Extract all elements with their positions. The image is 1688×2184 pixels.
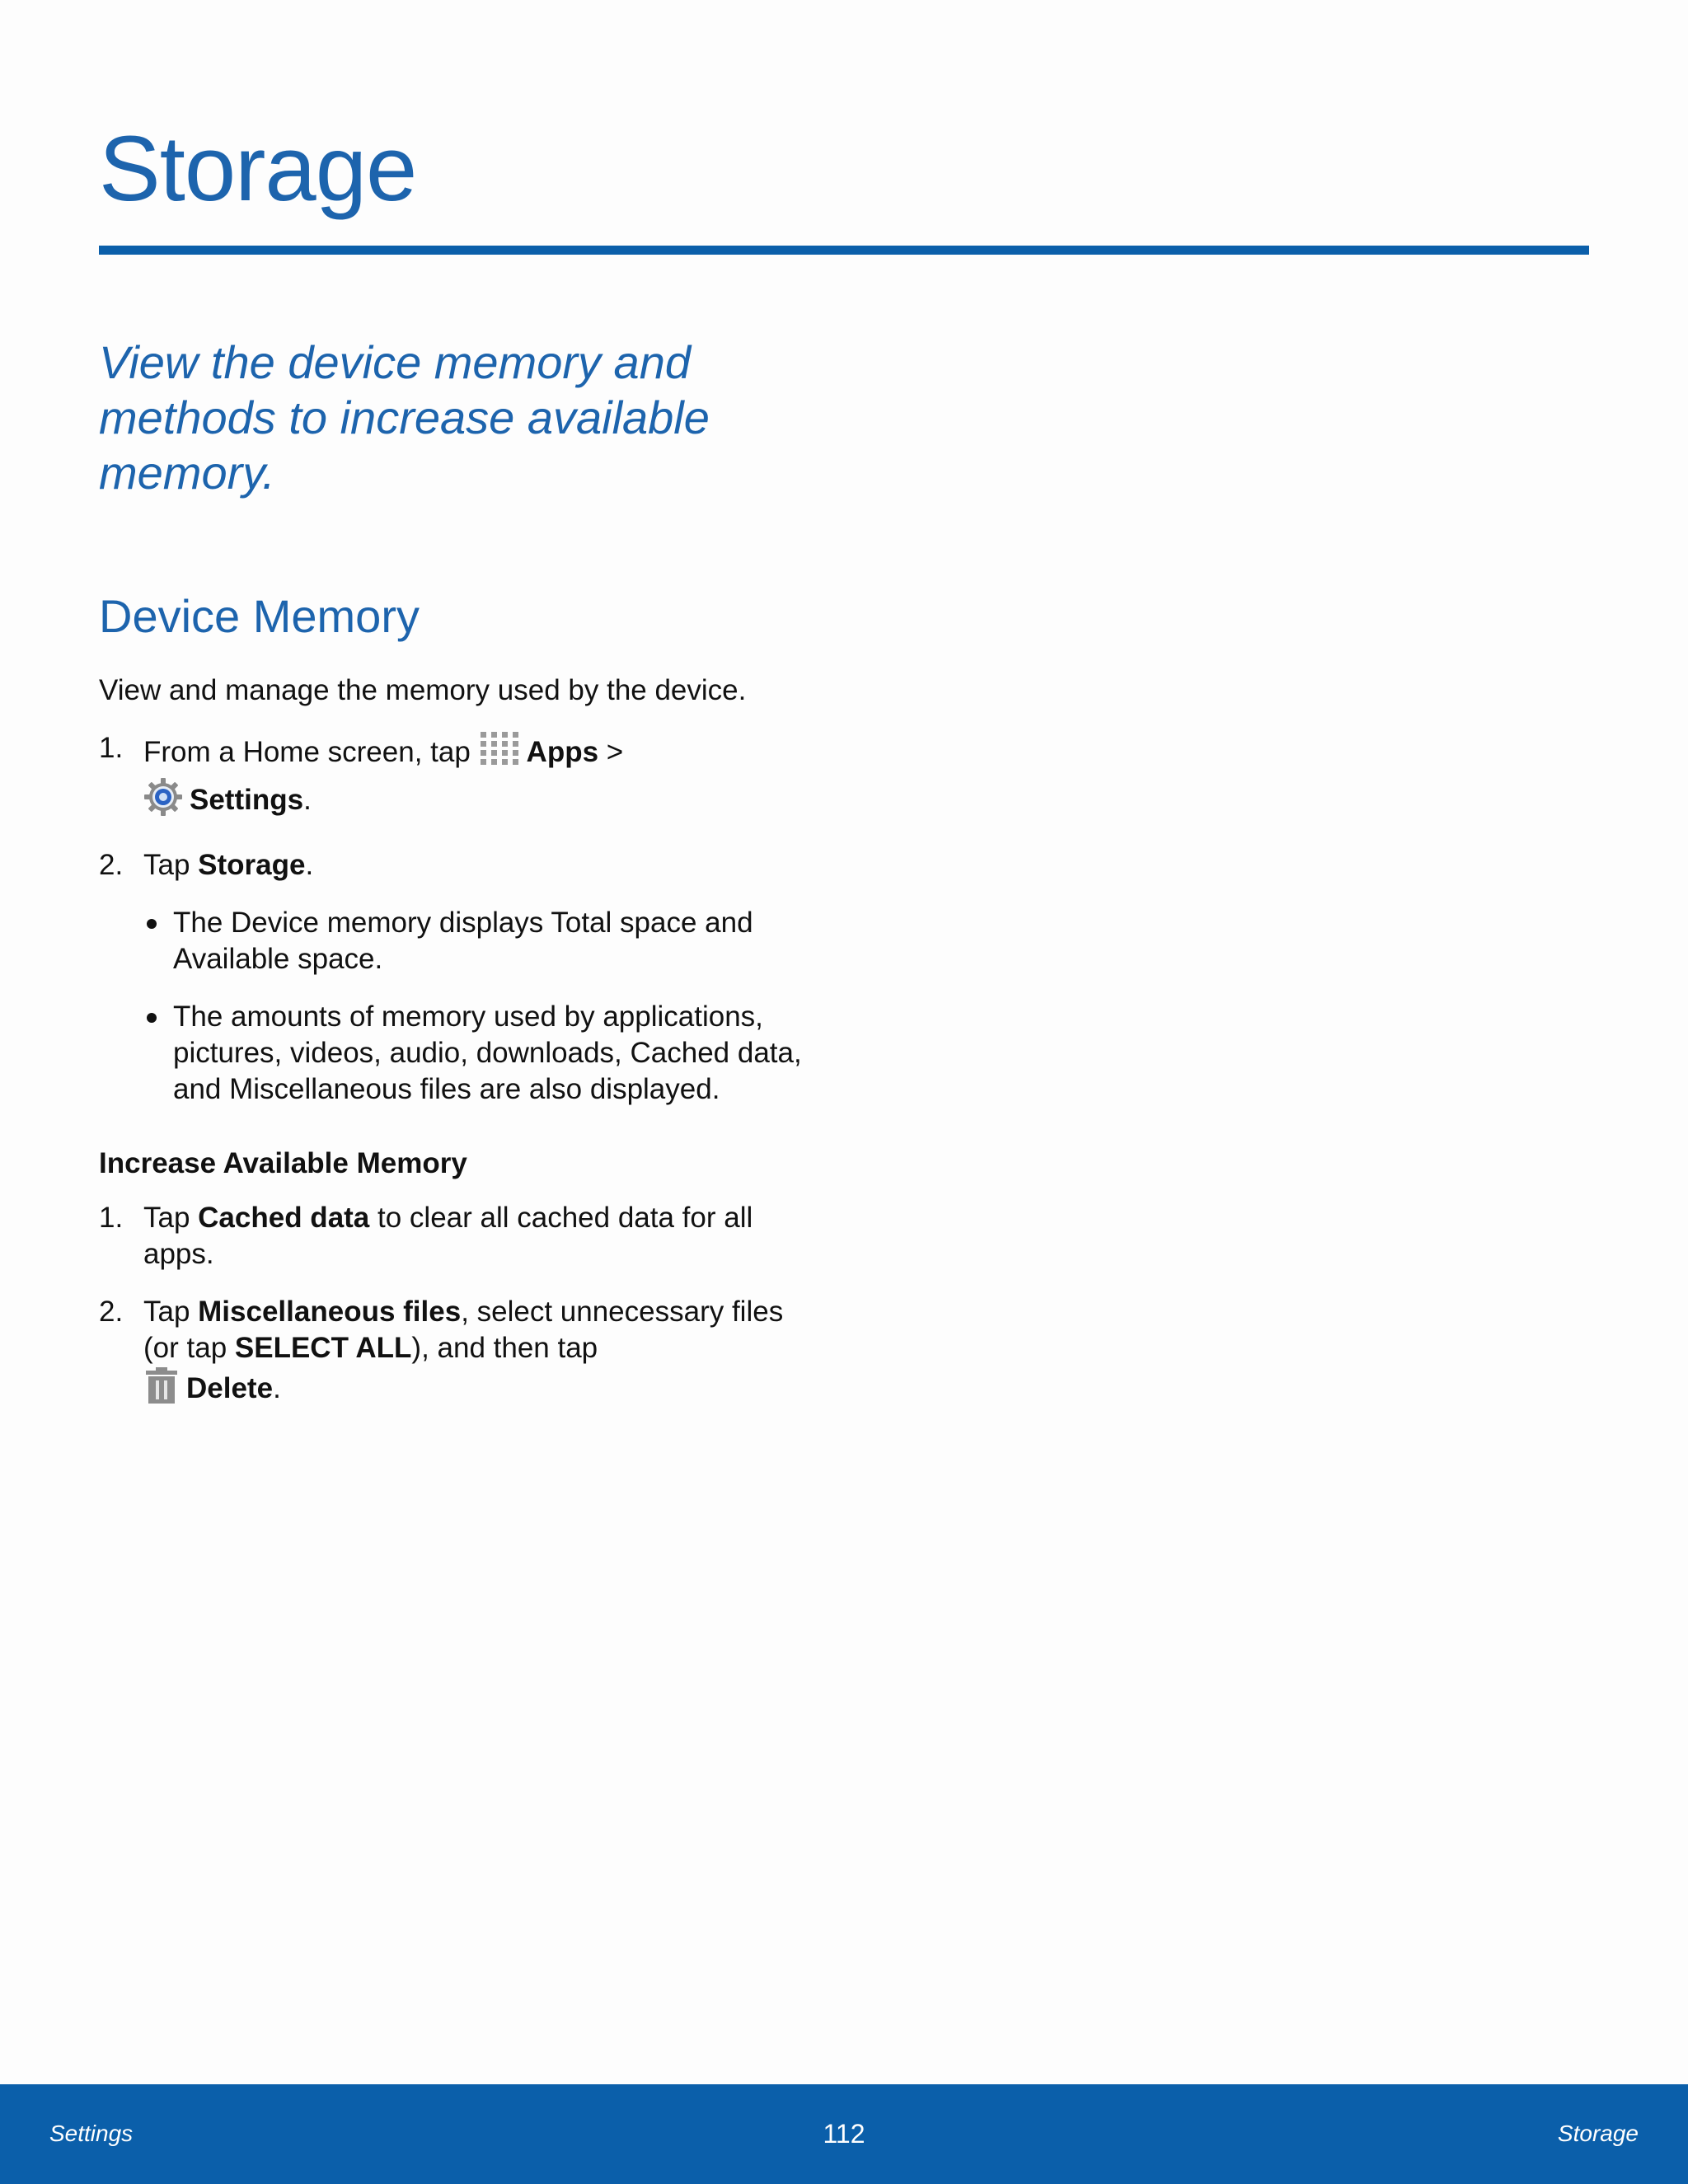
title-divider <box>99 246 1589 255</box>
settings-gear-icon <box>143 777 183 826</box>
page-footer <box>0 2084 1688 2184</box>
bullet-dot-icon <box>147 919 157 929</box>
bullet-dot-icon <box>147 1013 157 1023</box>
footer-chapter-label: Storage <box>1557 2121 1639 2146</box>
step-1: 1. Tap Cached data to clear all cached data for all apps. <box>99 1202 753 1270</box>
step-number: 1. <box>99 1202 124 1234</box>
apps-grid-icon <box>479 730 520 777</box>
trash-icon <box>143 1366 180 1413</box>
bullet-list <box>143 905 808 1108</box>
main-content <box>99 587 808 1435</box>
settings-label: Settings <box>190 783 304 816</box>
step-2: 2. Tap Miscellaneous files, select unnecessary files (or tap SELECT ALL), and then tap Delete. <box>99 1294 808 1413</box>
select-all-label: SELECT ALL <box>234 1332 412 1364</box>
step-number: 1. <box>99 732 124 764</box>
apps-label: Apps <box>526 735 599 768</box>
bullet-item: The amounts of memory used by applications, pictures, videos, audio, downloads, Cached data, and Miscellaneous files are also displayed. <box>143 999 808 1108</box>
increase-memory-steps <box>99 1200 808 1413</box>
step-number: 2. <box>99 1296 124 1328</box>
page-number: 112 <box>823 2119 865 2149</box>
storage-label: Storage <box>198 849 306 881</box>
intro-text: View the device memory and methods to increase available memory. <box>99 336 710 499</box>
step-1: 1. From a Home screen, tap Apps > Settings. <box>99 730 808 826</box>
bullet-item: The Device memory displays Total space and Available space. <box>143 905 808 977</box>
step-2: 2. Tap Storage. The Device memory displays Total space and Available space. The amounts of memory used by applications, pictures, videos, audio, downloads, Cached data, and Miscellaneous files are also displayed. <box>99 847 808 1108</box>
section-heading-device-memory: Device Memory <box>99 590 420 642</box>
page-title: Storage <box>99 117 417 220</box>
section-description: View and manage the memory used by the device. <box>99 674 747 706</box>
step-number: 2. <box>99 849 124 881</box>
subheading-increase-memory: Increase Available Memory <box>99 1147 467 1179</box>
misc-files-label: Miscellaneous files <box>198 1296 462 1328</box>
device-memory-steps <box>99 730 808 1108</box>
delete-label: Delete <box>186 1371 274 1404</box>
footer-section-label: Settings <box>49 2121 134 2146</box>
cached-data-label: Cached data <box>198 1202 370 1234</box>
